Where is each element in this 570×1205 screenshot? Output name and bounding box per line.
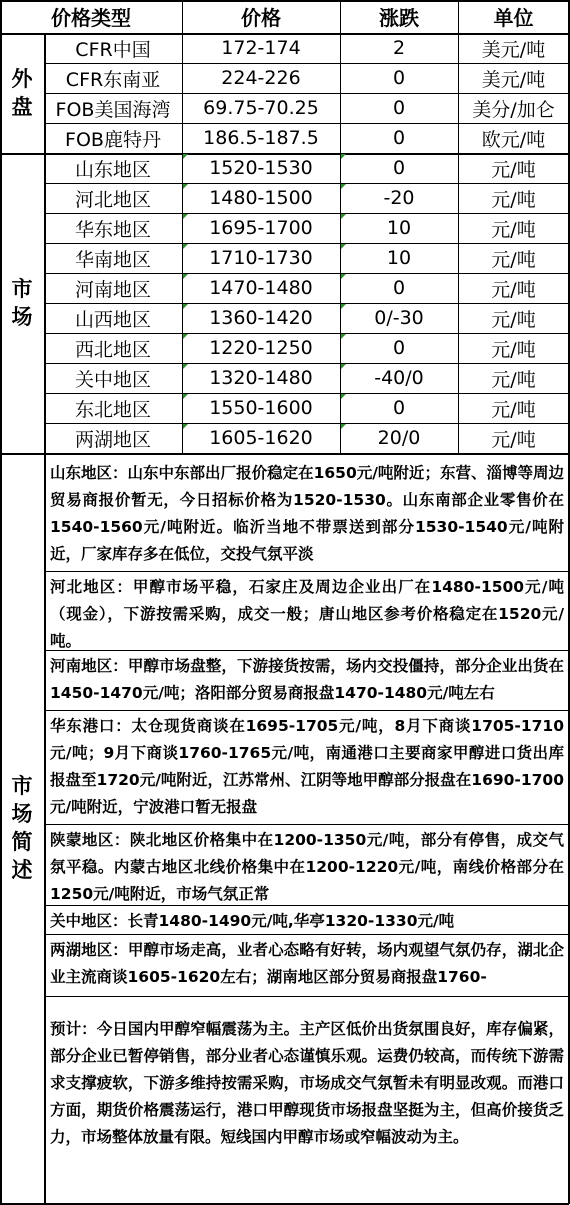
unit-cell: 元/吨 <box>491 218 536 241</box>
region-cell: 山西地区 <box>74 308 151 331</box>
cell-comment-marker <box>341 364 346 369</box>
price-cell: 1220-1250 <box>209 337 313 359</box>
cell-comment-marker <box>183 274 188 279</box>
price-cell: 1520-1530 <box>209 157 313 179</box>
group-label: 外盘 <box>11 67 33 119</box>
change-cell: 20/0 <box>377 427 421 449</box>
cell-comment-marker <box>341 304 346 309</box>
cell-comment-marker <box>341 394 346 399</box>
cell-comment-marker <box>183 364 188 369</box>
summary-paragraph: 两湖地区：甲醇市场走高，业者心态略有好转，场内观望气氛仍存，湖北企业主流商谈1605-1620左右；湖南地区部分贸易商报盘1760- <box>50 941 564 986</box>
unit-cell: 美分/加仑 <box>472 98 555 121</box>
region-cell: 河南地区 <box>74 278 151 301</box>
region-cell: 华东地区 <box>74 218 151 241</box>
unit-cell: 元/吨 <box>491 398 536 421</box>
summary-paragraph: 关中地区：长青1480-1490元/吨,华亭1320-1330元/吨 <box>50 912 455 930</box>
column-border <box>458 0 459 453</box>
table-top-border <box>0 0 569 2</box>
summary-paragraph: 华东港口：太仓现货商谈在1695-1705元/吨，8月下商谈1705-1710元/吨；9月下商谈1760-1765元/吨，南通港口主要商家甲醇进口货出库报盘至1720元/吨附近，江苏常州、江阴等地甲醇部分报盘在1690-1700元/吨附近，宁波港口暂无报盘 <box>50 717 564 816</box>
paragraph-border <box>44 710 569 711</box>
region-cell: 河北地区 <box>74 188 151 211</box>
column-border <box>182 0 183 453</box>
price-cell: 1605-1620 <box>209 427 313 449</box>
column-border <box>340 0 341 453</box>
region-cell: 两湖地区 <box>74 428 151 451</box>
summary-paragraph: 河南地区：甲醇市场盘整，下游接货按需，场内交投僵持，部分企业出货在1450-1470元/吨；洛阳部分贸易商报盘1470-1480元/吨左右 <box>50 657 564 702</box>
cell-comment-marker <box>341 244 346 249</box>
row-border <box>44 333 569 334</box>
row-border <box>44 93 569 94</box>
paragraph-border <box>44 996 569 997</box>
paragraph-border <box>44 824 569 825</box>
change-cell: 0 <box>392 337 406 359</box>
unit-cell: 元/吨 <box>491 248 536 271</box>
row-border <box>44 423 569 424</box>
paragraph-border <box>44 905 569 906</box>
row-border <box>44 63 569 64</box>
change-cell: 10 <box>386 247 412 269</box>
summary-paragraph: 陕蒙地区：陕北地区价格集中在1200-1350元/吨，部分有停售，成交气氛平稳。内蒙古地区北线价格集中在1200-1220元/吨，南线价格部分在1250元/吨附近，市场气氛正常 <box>50 831 564 903</box>
row-border <box>44 123 569 124</box>
row-border <box>44 303 569 304</box>
table-left-border <box>0 0 2 1203</box>
cell-comment-marker <box>341 214 346 219</box>
cell-comment-marker <box>341 274 346 279</box>
group-border <box>0 453 569 455</box>
unit-cell: 元/吨 <box>491 308 536 331</box>
cell-comment-marker <box>341 424 346 429</box>
change-cell: 2 <box>392 37 406 59</box>
row-border <box>44 243 569 244</box>
unit-cell: 美元/吨 <box>481 68 546 91</box>
column-header: 价格 <box>241 6 281 30</box>
column-header: 涨跌 <box>379 6 419 30</box>
price-cell: 69.75-70.25 <box>203 97 319 119</box>
price-cell: 186.5-187.5 <box>203 127 319 149</box>
cell-comment-marker <box>341 154 346 159</box>
row-border <box>44 393 569 394</box>
cell-comment-marker <box>183 184 188 189</box>
column-header: 价格类型 <box>51 6 131 30</box>
cell-comment-marker <box>183 244 188 249</box>
price-cell: 172-174 <box>221 37 301 59</box>
unit-cell: 元/吨 <box>491 368 536 391</box>
unit-cell: 元/吨 <box>491 428 536 451</box>
paragraph-border <box>44 934 569 935</box>
price-cell: 1550-1600 <box>209 397 313 419</box>
summary-paragraph: 山东地区：山东中东部出厂报价稳定在1650元/吨附近；东营、淄博等周边贸易商报价暂无，今日招标价格为1520-1530。山东南部企业零售价在1540-1560元/吨附近。临沂当地不带票送到部分1530-1540元/吨附近，厂家库存多在低位，交投气氛平淡 <box>50 464 564 563</box>
change-cell: 10 <box>386 217 412 239</box>
cell-comment-marker <box>183 424 188 429</box>
region-cell: 东北地区 <box>74 398 151 421</box>
change-cell: 0 <box>392 97 406 119</box>
row-border <box>44 183 569 184</box>
region-cell: FOB美国海湾 <box>55 98 171 121</box>
change-cell: -20 <box>383 187 415 209</box>
unit-cell: 美元/吨 <box>481 38 546 61</box>
region-cell: CFR东南亚 <box>65 68 161 91</box>
change-cell: 0 <box>392 397 406 419</box>
cell-comment-marker <box>183 304 188 309</box>
cell-comment-marker <box>183 394 188 399</box>
cell-comment-marker <box>183 154 188 159</box>
change-cell: 0 <box>392 277 406 299</box>
row-border <box>44 213 569 214</box>
group-label: 市场 <box>11 277 33 329</box>
region-cell: 西北地区 <box>74 338 151 361</box>
column-header: 单位 <box>493 6 534 30</box>
paragraph-border <box>44 571 569 572</box>
summary-paragraph: 河北地区：甲醇市场平稳，石家庄及周边企业出厂在1480-1500元/吨（现金），下游按需采购，成交一般；唐山地区参考价格稳定在1520元/吨。 <box>50 578 564 650</box>
region-cell: 华南地区 <box>74 248 151 271</box>
summary-paragraph: 预计：今日国内甲醇窄幅震荡为主。主产区低价出货氛围良好，库存偏紧，部分企业已暂停销售，部分业者心态谨慎乐观。运费仍较高，而传统下游需求支撑疲软，下游多维持按需采购，市场成交气氛暂未有明显改观。而港口方面，期货价格震荡运行，港口甲醇现货市场报盘坚挺为主，但高价接货乏力，市场整体放量有限。短线国内甲醇市场或窄幅波动为主。 <box>50 1020 564 1146</box>
change-cell: 0/-30 <box>374 307 424 329</box>
row-border <box>44 273 569 274</box>
row-border <box>44 363 569 364</box>
unit-cell: 元/吨 <box>491 338 536 361</box>
price-cell: 1710-1730 <box>209 247 313 269</box>
cell-comment-marker <box>341 184 346 189</box>
cell-comment-marker <box>341 334 346 339</box>
cell-comment-marker <box>183 214 188 219</box>
region-cell: 关中地区 <box>74 368 151 391</box>
price-cell: 1360-1420 <box>209 307 313 329</box>
region-cell: CFR中国 <box>75 38 151 61</box>
group-column-border <box>44 33 46 1203</box>
unit-cell: 元/吨 <box>491 188 536 211</box>
unit-cell: 欧元/吨 <box>481 128 546 151</box>
change-cell: 0 <box>392 127 406 149</box>
region-cell: 山东地区 <box>74 158 151 181</box>
cell-comment-marker <box>183 334 188 339</box>
change-cell: -40/0 <box>374 367 424 389</box>
summary-label: 市场简述 <box>11 774 33 882</box>
price-cell: 1470-1480 <box>209 277 313 299</box>
region-cell: FOB鹿特丹 <box>65 128 161 151</box>
unit-cell: 元/吨 <box>491 278 536 301</box>
change-cell: 0 <box>392 67 406 89</box>
price-cell: 1480-1500 <box>209 187 313 209</box>
price-cell: 1320-1480 <box>209 367 313 389</box>
header-bottom-border <box>0 33 569 35</box>
price-cell: 1695-1700 <box>209 217 313 239</box>
unit-cell: 元/吨 <box>491 158 536 181</box>
change-cell: 0 <box>392 157 406 179</box>
price-cell: 224-226 <box>221 67 301 89</box>
paragraph-border <box>44 650 569 651</box>
